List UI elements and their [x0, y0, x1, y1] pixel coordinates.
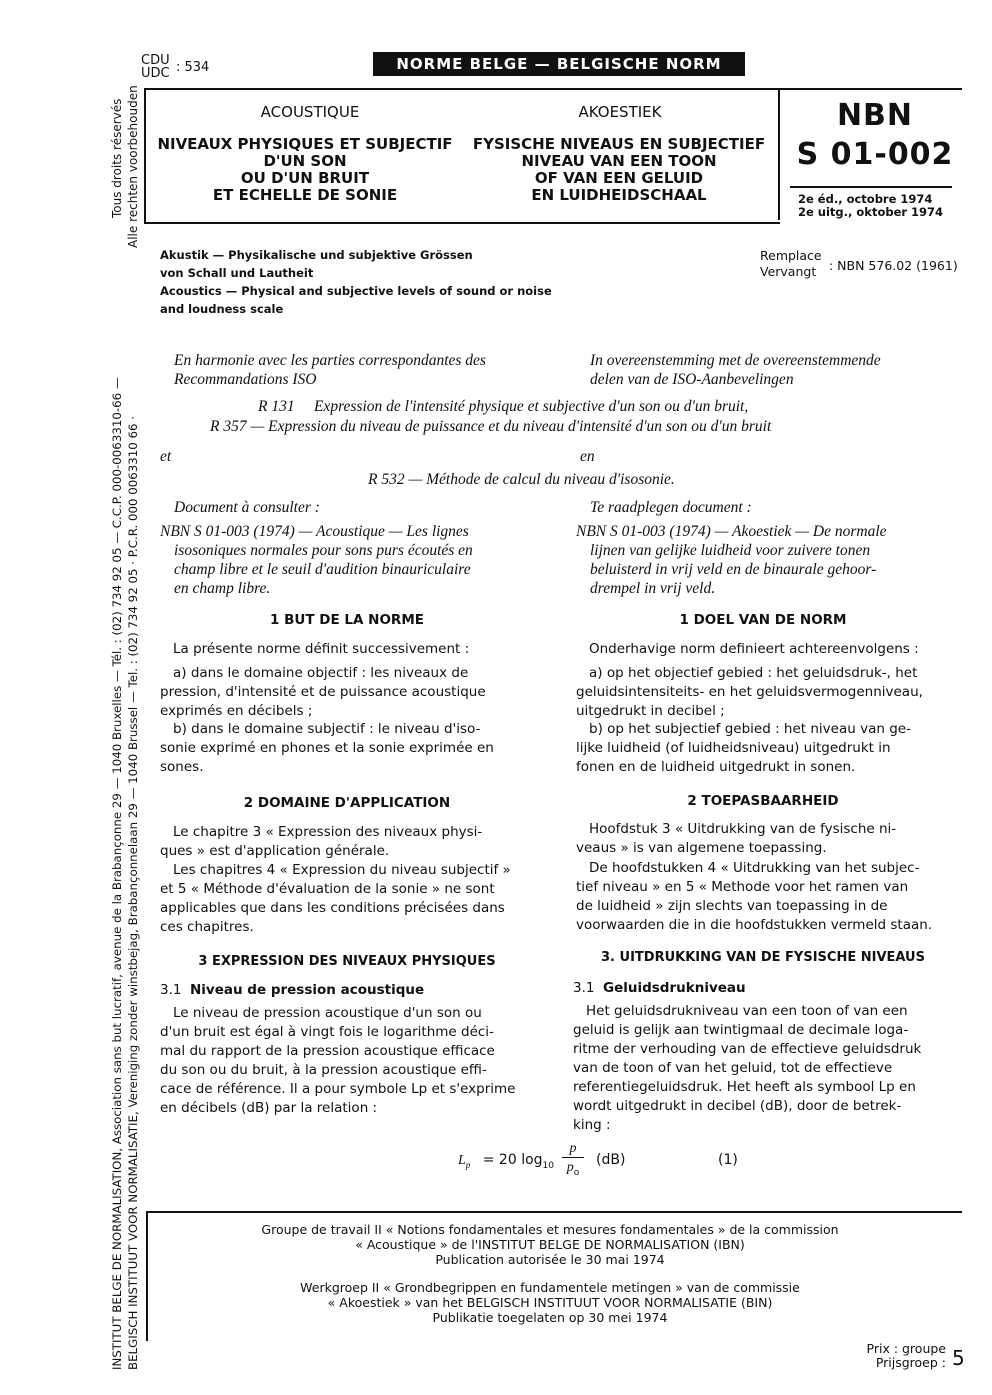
title-translations [160, 246, 552, 318]
formula-number: (1) [718, 1152, 738, 1168]
norm-banner: NORME BELGE — BELGISCHE NORM [373, 52, 745, 76]
nbn-number: S 01-002 [796, 137, 954, 172]
nl-main-title [466, 136, 772, 204]
header-left-rule [144, 88, 146, 224]
formula-log-sub: 10 [542, 1160, 554, 1171]
fr-line: pression, d'intensité et de puissance acoustique [160, 684, 486, 700]
footer-nl-line: Publikatie toegelaten op 30 mei 1974 [432, 1310, 668, 1325]
fr-section-31-title: Niveau de pression acoustique [190, 982, 425, 998]
doc-nl-line: lijnen van gelijke luidheid voor zuivere tonen [590, 542, 871, 559]
formula-fraction [562, 1141, 584, 1182]
doc-label-fr: Document à consulter : [174, 499, 320, 516]
footer-fr-line: « Acoustique » de l'INSTITUT BELGE DE NORMALISATION (IBN) [355, 1237, 745, 1252]
replaces-label-nl: Vervangt [760, 264, 817, 279]
edition-nl: 2e uitg., oktober 1974 [798, 205, 944, 219]
footer-left-rule [146, 1211, 148, 1341]
fr-line: Le chapitre 3 « Expression des niveaux physi- [173, 824, 483, 840]
nl-section-3-title: 3. UITDRUKKING VAN DE FYSISCHE NIVEAUS [601, 950, 925, 965]
nbn-label: NBN [836, 98, 914, 133]
formula-numerator: p [569, 1141, 577, 1156]
header-bottom-rule [144, 222, 780, 224]
nl-line: lijke luidheid (of luidheidsniveau) uitgedrukt in [576, 740, 891, 756]
nl-line: de luidheid » zijn slechts van toepassing in de [576, 898, 888, 914]
fr-title-line: D'UN SON [263, 152, 347, 170]
harmony-nl-line: delen van de ISO-Aanbevelingen [590, 371, 794, 388]
iso-r131: R 131 Expression de l'intensité physique et subjective d'un son ou d'un bruit, [258, 398, 749, 415]
fr-line: d'un bruit est égal à vingt fois le logarithme déci- [160, 1024, 494, 1040]
nl-line: a) op het objectief gebied : het geluidsdruk-, het [589, 665, 918, 681]
fr-line: Les chapitres 4 « Expression du niveau subjectif » [173, 862, 511, 878]
nl-line: wordt uitgedrukt in decibel (dB), door de betrek- [573, 1098, 902, 1114]
nl-line: referentiegeluidsdruk. Het heeft als symbool Lp en [573, 1079, 916, 1095]
fr-line: mal du rapport de la pression acoustique efficace [160, 1043, 495, 1059]
fr-section-31-num: 3.1 [160, 982, 182, 998]
nl-title-line: OF VAN EEN GELUID [534, 169, 704, 187]
footer-nl-line: Werkgroep II « Grondbegrippen en fundamentele metingen » van de commissie [300, 1280, 800, 1295]
side-bottom-nl: BELGISCH INSTITUUT VOOR NORMALISATIE, Vereniging zonder winstbejag, Brabançonnelaan 29 — 1040 Brussel — Tel. : (02) 734 92 05 · P.C.R. 000 0063310 66 · [126, 415, 140, 1370]
fr-line: en décibels (dB) par la relation : [160, 1100, 378, 1116]
nl-section-1-b [576, 720, 950, 777]
footer-nl-line: « Akoestiek » van het BELGISCH INSTITUUT VOOR NORMALISATIE (BIN) [327, 1295, 773, 1310]
harmony-nl [590, 351, 881, 389]
fr-line: b) dans le domaine subjectif : le niveau d'iso- [173, 721, 481, 737]
nl-title-line: FYSISCHE NIVEAUS EN SUBJECTIEF [472, 135, 766, 153]
formula-lhs-sub: p [465, 1159, 471, 1170]
edition-fr: 2e éd., octobre 1974 [798, 192, 933, 206]
doc-nl-line: drempel in vrij veld. [590, 580, 716, 597]
edition-rule [790, 186, 952, 188]
price-group-labels [862, 1342, 946, 1370]
header-divider [778, 90, 780, 220]
fr-line: cace de référence. Il a pour symbole Lp et s'exprime [160, 1081, 516, 1097]
nl-line: De hoofdstukken 4 « Uitdrukking van het subjec- [589, 860, 920, 876]
doc-nl-line: beluisterd in vrij veld en de binaurale gehoor- [590, 561, 877, 578]
nl-section-31-title: Geluidsdrukniveau [603, 980, 746, 996]
fr-main-title [150, 136, 460, 204]
nl-line: geluidsintensiteits- en het geluidsvermogenniveau, [576, 684, 923, 700]
nl-line: geluid is gelijk aan twintigmaal de decimale loga- [573, 1022, 909, 1038]
fr-line: exprimés en décibels ; [160, 703, 313, 719]
doc-nl-line: NBN S 01-003 (1974) — Akoestiek — De normale [576, 523, 887, 540]
fr-title-line: ET ECHELLE DE SONIE [212, 186, 398, 204]
fr-section-2-p1 [160, 823, 534, 861]
doc-fr-line: isosoniques normales pour sons purs écoutés en [174, 542, 473, 559]
doc-text-nl [576, 522, 956, 598]
footer-top-rule [146, 1211, 962, 1213]
iso-r357: R 357 — Expression du niveau de puissance et du niveau d'intensité d'un son ou d'un bruit [210, 418, 772, 435]
nl-line: tief niveau » en 5 « Methode voor het ramen van [576, 879, 909, 895]
fr-line: du son ou du bruit, à la pression acoustique effi- [160, 1062, 487, 1078]
harmony-fr [174, 351, 486, 389]
side-bottom-fr: INSTITUT BELGE DE NORMALISATION, Association sans but lucratif, avenue de la Brabançonne 29 — 1040 Bruxelles — Tél. : (02) 734 92 05 — C.C.P. 000-0063310-66 — [110, 377, 124, 1370]
and-nl: en [580, 448, 595, 465]
harmony-fr-line: Recommandations ISO [174, 371, 317, 388]
nl-title-line: NIVEAU VAN EEN TOON [521, 152, 717, 170]
formula-den-sub: o [573, 1167, 580, 1178]
formula-lhs: L [458, 1153, 466, 1168]
translation-line: and loudness scale [160, 302, 284, 316]
nl-line: uitgedrukt in decibel ; [576, 703, 725, 719]
nl-section-1-title: 1 DOEL VAN DE NORM [679, 612, 847, 628]
fr-section-1-intro: La présente norme définit successivement : [173, 641, 470, 657]
fr-line: Le niveau de pression acoustique d'un son ou [173, 1005, 482, 1021]
footer-fr-line: Groupe de travail II « Notions fondamentales et mesures fondamentales » de la commission [261, 1222, 839, 1237]
doc-label-nl: Te raadplegen document : [590, 499, 752, 516]
doc-fr-line: champ libre et le seuil d'audition binauriculaire [174, 561, 471, 578]
footer-fr [150, 1222, 950, 1267]
fr-line: et 5 « Méthode d'évaluation de la sonie » ne sont [160, 881, 495, 897]
doc-text-fr [160, 522, 534, 598]
replaces-label-fr: Remplace [760, 248, 822, 263]
fr-section-1-b [160, 720, 534, 777]
side-top-fr: Tous droits réservés [110, 98, 124, 218]
fr-section-1-a [160, 664, 534, 721]
nl-line: fonen en de luidheid uitgedrukt in sonen. [576, 759, 856, 775]
nl-section-2-p2 [576, 859, 950, 935]
fr-line: applicables que dans les conditions précisées dans [160, 900, 505, 916]
doc-fr-line: en champ libre. [174, 580, 271, 597]
formula-1 [458, 1152, 554, 1171]
nl-line: Het geluidsdrukniveau van een toon of van een [586, 1003, 908, 1019]
and-fr: et [160, 448, 172, 465]
formula-eq: = 20 log [482, 1152, 543, 1168]
iso-r532: R 532 — Méthode de calcul du niveau d'isosonie. [368, 471, 675, 488]
translation-line: von Schall und Lautheit [160, 266, 314, 280]
nl-line: ritme der verhouding van de effectieve geluidsdruk [573, 1041, 922, 1057]
fr-section-2-title: 2 DOMAINE D'APPLICATION [243, 795, 451, 811]
fr-section-2-p2 [160, 861, 534, 937]
cdu-label-bottom: UDC [141, 66, 170, 81]
footer-nl [150, 1280, 950, 1325]
nl-section-31-text [573, 1002, 947, 1135]
nl-topic: AKOESTIEK [578, 103, 662, 121]
cdu-value: : 534 [176, 60, 210, 75]
cdu-label-top: CDU [141, 53, 170, 68]
fr-line: sonie exprimé en phones et la sonie exprimée en [160, 740, 494, 756]
nl-line: king : [573, 1117, 611, 1133]
fr-section-3-title: 3 EXPRESSION DES NIVEAUX PHYSIQUES [198, 954, 496, 969]
nl-section-2-title: 2 TOEPASBAARHEID [687, 793, 839, 809]
doc-fr-line: NBN S 01-003 (1974) — Acoustique — Les lignes [160, 523, 469, 540]
harmony-nl-line: In overeenstemming met de overeenstemmende [590, 352, 881, 369]
nl-title-line: EN LUIDHEIDSCHAAL [531, 186, 707, 204]
price-label-fr: Prix : groupe [866, 1341, 946, 1356]
translation-line: Akustik — Physikalische und subjektive Grössen [160, 248, 473, 262]
nl-section-1-intro: Onderhavige norm definieert achtereenvolgens : [589, 641, 919, 657]
footer-fr-line: Publication autorisée le 30 mai 1974 [435, 1252, 665, 1267]
fr-line: a) dans le domaine objectif : les niveaux de [173, 665, 469, 681]
nl-section-1-a [576, 664, 950, 721]
nl-line: van de toon of van het geluid, tot de effectieve [573, 1060, 893, 1076]
price-group-value: 5 [952, 1346, 965, 1370]
fr-line: ques » est d'application générale. [160, 843, 390, 859]
replaces-labels [760, 248, 822, 280]
price-label-nl: Prijsgroep : [875, 1355, 946, 1370]
fr-section-1-title: 1 BUT DE LA NORME [270, 612, 424, 628]
nl-section-2-p1 [576, 820, 950, 858]
nl-line: voorwaarden die in die hoofdstukken vermeld staan. [576, 917, 933, 933]
header-top-rule [144, 88, 962, 90]
replaces-value: : NBN 576.02 (1961) [829, 258, 958, 273]
fr-title-line: NIVEAUX PHYSIQUES ET SUBJECTIF [157, 135, 453, 153]
fr-topic: ACOUSTIQUE [260, 103, 360, 121]
fr-title-line: OU D'UN BRUIT [240, 169, 370, 187]
harmony-fr-line: En harmonie avec les parties correspondantes des [174, 352, 486, 369]
nl-line: Hoofdstuk 3 « Uitdrukking van de fysische ni- [589, 821, 897, 837]
translation-line: Acoustics — Physical and subjective levels of sound or noise [160, 284, 552, 298]
formula-unit: (dB) [596, 1152, 626, 1168]
nl-line: b) op het subjectief gebied : het niveau van ge- [589, 721, 911, 737]
fr-line: sones. [160, 759, 204, 775]
formula-denominator: p [566, 1160, 574, 1175]
side-top-nl: Alle rechten voorbehouden [126, 85, 140, 248]
fr-line: ces chapitres. [160, 919, 254, 935]
nl-section-31-num: 3.1 [573, 980, 595, 996]
nl-line: veaus » is van algemene toepassing. [576, 840, 827, 856]
fr-section-31-text [160, 1004, 534, 1118]
